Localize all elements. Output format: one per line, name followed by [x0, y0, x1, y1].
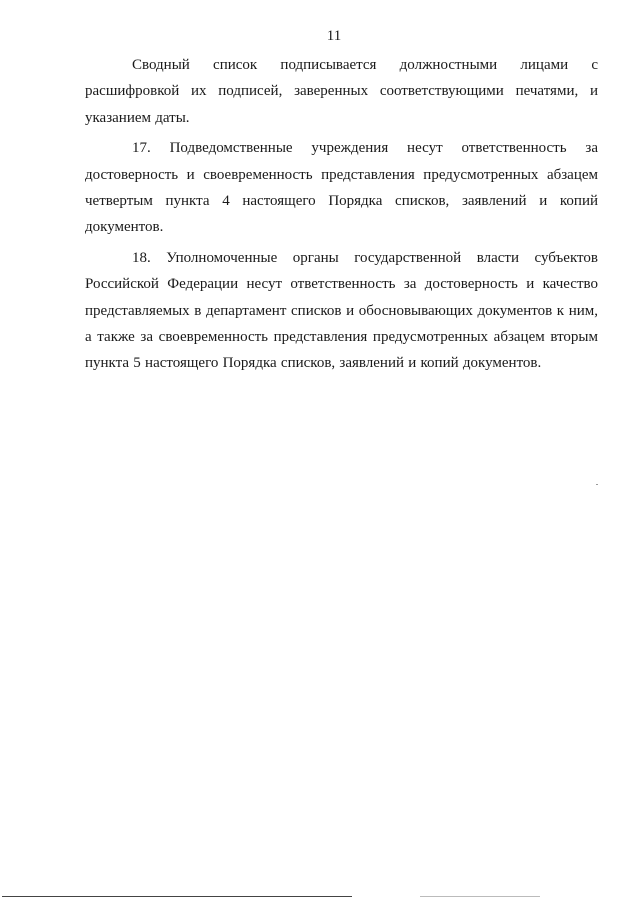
paragraph-17: 17. Подведомственные учреждения несут ответственность за достоверность и своевременность представления предусмотренных абзацем четвертым пункта 4 настоящего Порядка списков, заявлений и копий документов. — [85, 140, 598, 236]
page-number: 11 — [326, 28, 342, 44]
scan-speck — [596, 484, 598, 485]
bottom-rule-faint — [420, 896, 540, 897]
paragraph-18: 18. Уполномоченные органы государственной власти субъектов Российской Федерации несут ответственность за достоверность и качество представляемых в департамент списков и обосновывающих документов к ним, а также за своевременность представления предусмотренных абзацем вторым пункта 5 настоящего Порядка списков, заявлений и копий документов. — [85, 250, 598, 372]
document-body — [85, 52, 598, 381]
paragraph-signature: Сводный список подписывается должностными лицами с расшифровкой их подписей, заверенных соответствующими печатями, и указанием даты. — [85, 57, 598, 126]
bottom-rule — [2, 896, 352, 897]
